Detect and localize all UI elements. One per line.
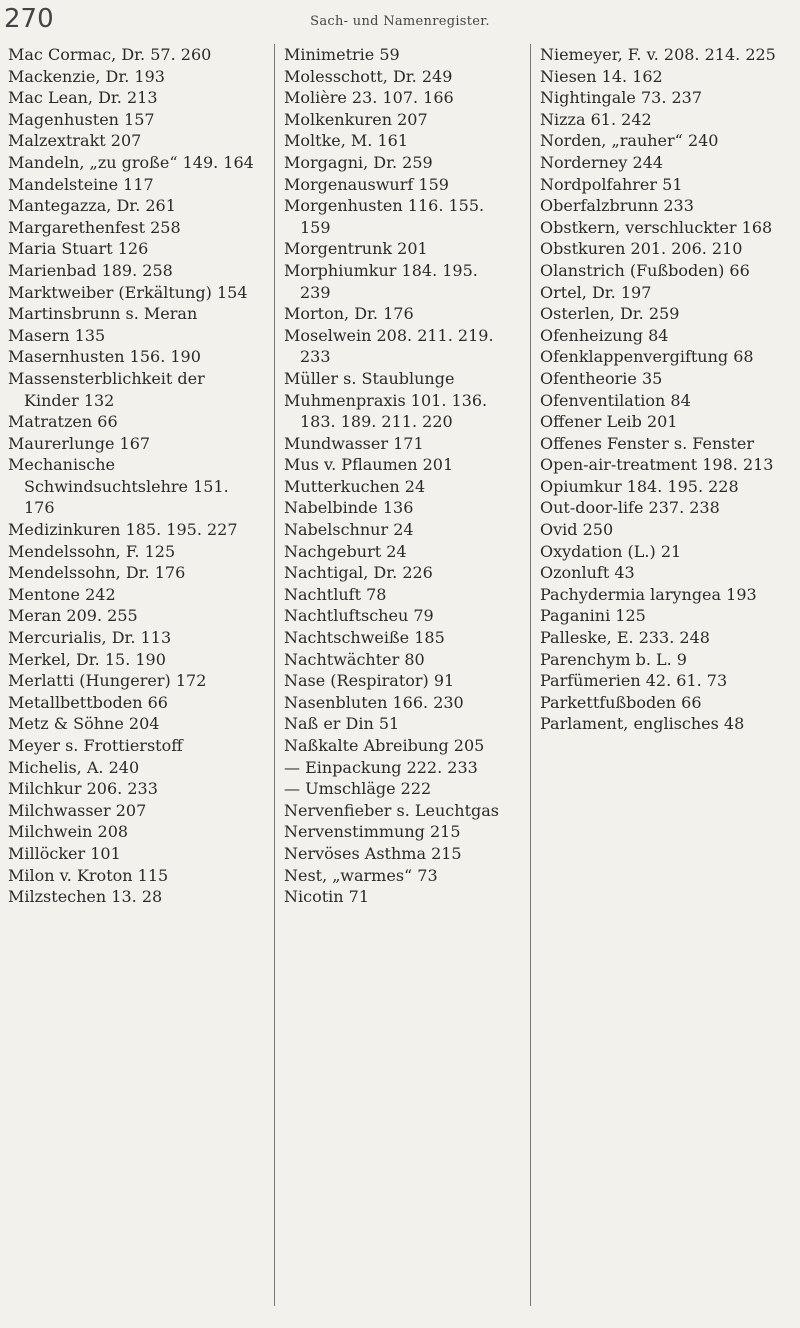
index-entry: Open-air-treatment 198. 213 xyxy=(540,455,774,475)
index-entry: Nordpolfahrer 51 xyxy=(540,174,683,194)
index-entry: Mus v. Pflaumen 201 xyxy=(284,455,454,475)
index-entry: Masernhusten 156. 190 xyxy=(8,347,201,367)
index-entry: Nervenfieber s. Leuchtgas xyxy=(284,800,499,820)
index-entry: Marienbad 189. 258 xyxy=(8,260,173,280)
index-entry: Milchwein 208 xyxy=(8,822,129,842)
index-entry: Niemeyer, F. v. 208. 214. 225 xyxy=(540,45,776,64)
index-entry: Ofentheorie 35 xyxy=(540,368,663,388)
index-entry: Palleske, E. 233. 248 xyxy=(540,628,710,648)
index-entry: Malzextrakt 207 xyxy=(8,131,142,151)
page-header xyxy=(0,0,800,50)
index-entry: Müller s. Staublunge xyxy=(284,368,455,388)
index-entry: Parkettfußboden 66 xyxy=(540,692,702,712)
index-entry: Nicotin 71 xyxy=(284,887,370,907)
index-entry: Mac Lean, Dr. 213 xyxy=(8,88,158,108)
column-divider xyxy=(530,44,531,1306)
index-entry: Nervenstimmung 215 xyxy=(284,822,461,842)
index-entry: Opiumkur 184. 195. 228 xyxy=(540,476,739,496)
index-entry: Nizza 61. 242 xyxy=(540,109,652,129)
index-entry: Milchkur 206. 233 xyxy=(8,779,158,799)
index-entry: Parenchym b. L. 9 xyxy=(540,649,687,669)
index-column-2 xyxy=(284,44,510,908)
index-entry: Offener Leib 201 xyxy=(540,412,678,432)
index-entry: Oberfalzbrunn 233 xyxy=(540,196,694,216)
index-entry: Olanstrich (Fußboden) 66 xyxy=(540,260,750,280)
index-entry: Mundwasser 171 xyxy=(284,433,424,453)
index-entry: Molesschott, Dr. 249 xyxy=(284,66,453,86)
index-entry: Nest, „warmes“ 73 xyxy=(284,865,438,885)
index-entry: Muhmenpraxis 101. 136. 183. 189. 211. 220 xyxy=(284,390,488,432)
index-entry: Niesen 14. 162 xyxy=(540,66,663,86)
index-entry: Oxydation (L.) 21 xyxy=(540,541,682,561)
index-column-1 xyxy=(8,44,260,908)
index-entry: Mutterkuchen 24 xyxy=(284,476,426,496)
index-entry: Molière 23. 107. 166 xyxy=(284,88,454,108)
index-entry: Paganini 125 xyxy=(540,606,646,626)
index-entry: Morgenhusten 116. 155. 159 xyxy=(284,196,485,237)
index-entry: Mantegazza, Dr. 261 xyxy=(8,196,176,216)
index-entry: Nase (Respirator) 91 xyxy=(284,671,455,691)
index-entry: Obstkern, verschluckter 168 xyxy=(540,217,773,237)
index-entry: Nachtigal, Dr. 226 xyxy=(284,563,433,583)
index-entry: Moltke, M. 161 xyxy=(284,131,408,151)
index-entry: Nachtluftscheu 79 xyxy=(284,606,434,626)
index-entry: Meran 209. 255 xyxy=(8,606,138,626)
index-column-3 xyxy=(540,44,790,735)
index-entry: Marktweiber (Erkältung) 154 xyxy=(8,282,248,302)
index-entry: Morton, Dr. 176 xyxy=(284,304,414,324)
index-entry: Naß er Din 51 xyxy=(284,714,400,734)
index-entry: Medizinkuren 185. 195. 227 xyxy=(8,520,238,540)
index-entry: Mentone 242 xyxy=(8,584,116,604)
index-entry: Morgentrunk 201 xyxy=(284,239,428,259)
index-entry: Ofenheizung 84 xyxy=(540,325,669,345)
index-entry: Maurerlunge 167 xyxy=(8,433,151,453)
index-entry: Michelis, A. 240 xyxy=(8,757,140,777)
index-entry: Margarethenfest 258 xyxy=(8,217,181,237)
index-entry: Offenes Fenster s. Fenster xyxy=(540,433,755,453)
index-entry: Meyer s. Frottierstoff xyxy=(8,736,183,755)
running-head: Sach- und Namenregister. xyxy=(310,14,490,29)
index-entry: Mac Cormac, Dr. 57. 260 xyxy=(8,45,212,64)
index-entry: Milon v. Kroton 115 xyxy=(8,865,169,885)
index-entry: Ozonluft 43 xyxy=(540,563,635,583)
index-entry: Mandelsteine 117 xyxy=(8,174,154,194)
index-entry: Mackenzie, Dr. 193 xyxy=(8,66,165,86)
index-entry: Ofenventilation 84 xyxy=(540,390,691,410)
index-entry: Metz & Söhne 204 xyxy=(8,714,160,734)
index-entry: Minimetrie 59 xyxy=(284,45,400,64)
column-divider xyxy=(274,44,275,1306)
index-entry: Massensterblichkeit der Kinder 132 xyxy=(8,368,205,410)
index-entry: Parlament, englisches 48 xyxy=(540,714,745,734)
index-entry: Mendelssohn, F. 125 xyxy=(8,541,176,561)
index-entry: Nervöses Asthma 215 xyxy=(284,843,462,863)
index-entry: Morgenauswurf 159 xyxy=(284,174,449,194)
index-entry: Masern 135 xyxy=(8,325,106,345)
index-entry: Merlatti (Hungerer) 172 xyxy=(8,671,207,691)
index-entry: Obstkuren 201. 206. 210 xyxy=(540,239,743,259)
index-entry: Mendelssohn, Dr. 176 xyxy=(8,563,186,583)
index-entry: Nightingale 73. 237 xyxy=(540,88,703,108)
index-entry: Ofenklappenvergiftung 68 xyxy=(540,347,754,367)
index-entry: Naßkalte Abreibung 205 xyxy=(284,736,485,755)
index-entry: Ortel, Dr. 197 xyxy=(540,282,652,302)
index-entry: Metallbettboden 66 xyxy=(8,692,168,712)
index-entry: Morgagni, Dr. 259 xyxy=(284,152,433,172)
index-entry: Nabelschnur 24 xyxy=(284,520,414,540)
index-entry: Nabelbinde 136 xyxy=(284,498,414,518)
index-entry: Maria Stuart 126 xyxy=(8,239,149,259)
index-entry: — Umschläge 222 xyxy=(284,779,432,799)
index-entry: Out-door-life 237. 238 xyxy=(540,498,720,518)
index-entry: Pachydermia laryngea 193 xyxy=(540,584,757,604)
index-entry: Milzstechen 13. 28 xyxy=(8,887,163,907)
index-entry: Matratzen 66 xyxy=(8,412,118,432)
index-entry: Molkenkuren 207 xyxy=(284,109,428,129)
index-entry: Osterlen, Dr. 259 xyxy=(540,304,680,324)
index-entry: Merkel, Dr. 15. 190 xyxy=(8,649,166,669)
index-entry: Mechanische Schwindsuchtslehre 151. 176 xyxy=(8,455,229,518)
index-entry: Nachgeburt 24 xyxy=(284,541,407,561)
index-entry: — Einpackung 222. 233 xyxy=(284,757,478,777)
index-entry: Nachtluft 78 xyxy=(284,584,387,604)
index-entry: Morphiumkur 184. 195. 239 xyxy=(284,260,478,302)
index-entry: Milchwasser 207 xyxy=(8,800,147,820)
index-entry: Ovid 250 xyxy=(540,520,614,540)
index-entry: Norderney 244 xyxy=(540,152,664,172)
index-entry: Norden, „rauher“ 240 xyxy=(540,131,719,151)
index-entry: Nachtschweiße 185 xyxy=(284,628,445,648)
index-entry: Parfümerien 42. 61. 73 xyxy=(540,671,728,691)
index-entry: Millöcker 101 xyxy=(8,843,121,863)
index-entry: Moselwein 208. 211. 219. 233 xyxy=(284,325,494,367)
index-entry: Nachtwächter 80 xyxy=(284,649,425,669)
page-number: 270 xyxy=(4,4,54,34)
index-entry: Mandeln, „zu große“ 149. 164 xyxy=(8,152,254,172)
index-entry: Magenhusten 157 xyxy=(8,109,155,129)
index-entry: Mercurialis, Dr. 113 xyxy=(8,628,172,648)
index-entry: Martinsbrunn s. Meran xyxy=(8,304,198,324)
index-entry: Nasenbluten 166. 230 xyxy=(284,692,464,712)
